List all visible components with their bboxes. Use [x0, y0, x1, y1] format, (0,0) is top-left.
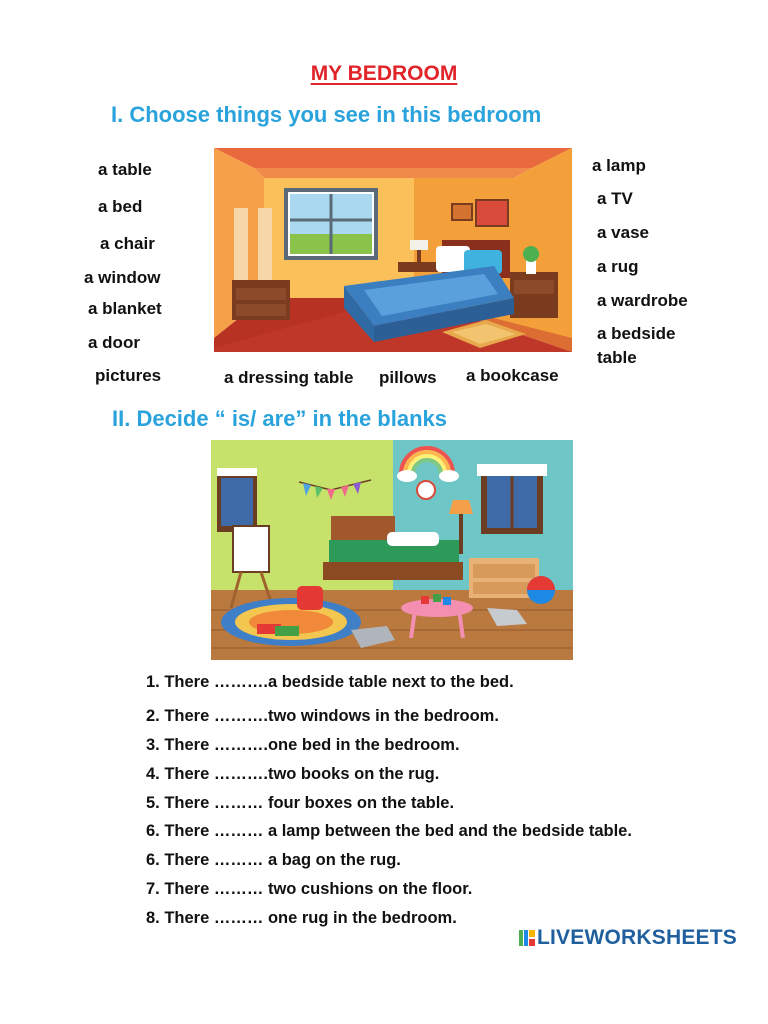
word-option[interactable]: a bookcase	[466, 366, 559, 385]
question-item: 7. There ……… two cushions on the floor.	[146, 880, 473, 898]
word-option[interactable]: a wardrobe	[597, 291, 688, 310]
question-item: 6. There ……… a lamp between the bed and the bedside table.	[146, 822, 632, 840]
question-item: 3. There ……….one bed in the bedroom.	[146, 736, 460, 754]
word-option[interactable]: a door	[88, 333, 140, 352]
question-item: 8. There ……… one rug in the bedroom.	[146, 909, 457, 927]
word-option[interactable]: a lamp	[592, 156, 646, 175]
word-option[interactable]: a rug	[597, 257, 639, 276]
question-item: 2. There ……….two windows in the bedroom.	[146, 707, 499, 725]
question-item: 6. There ……… a bag on the rug.	[146, 851, 401, 869]
word-option[interactable]: table	[597, 348, 637, 367]
word-option[interactable]: a vase	[597, 223, 649, 242]
word-option[interactable]: a table	[98, 160, 152, 179]
section-1-heading: I. Choose things you see in this bedroom	[111, 102, 542, 127]
word-option[interactable]: a window	[84, 268, 161, 287]
question-item: 4. There ……….two books on the rug.	[146, 765, 440, 783]
bedroom-illustration-1	[214, 148, 572, 352]
liveworksheets-logo-icon	[519, 930, 535, 946]
question-item: 5. There ……… four boxes on the table.	[146, 794, 455, 812]
word-option[interactable]: a TV	[597, 189, 633, 208]
word-option[interactable]: a bed	[98, 197, 143, 216]
word-option[interactable]: a dressing table	[224, 368, 354, 387]
question-item: 1. There ……….a bedside table next to the bed.	[146, 673, 514, 691]
section-2-heading: II. Decide “ is/ are” in the blanks	[112, 406, 448, 431]
word-option[interactable]: a chair	[100, 234, 155, 253]
liveworksheets-logo	[519, 926, 737, 950]
word-option[interactable]: pictures	[95, 366, 162, 385]
word-option[interactable]: a blanket	[88, 299, 162, 318]
word-option[interactable]: a bedside	[597, 324, 676, 343]
word-option[interactable]: pillows	[379, 368, 437, 387]
brand-text: LIVEWORKSHEETS	[537, 926, 737, 949]
worksheet-title: MY BEDROOM	[310, 62, 458, 85]
bedroom-illustration-2	[211, 440, 573, 660]
